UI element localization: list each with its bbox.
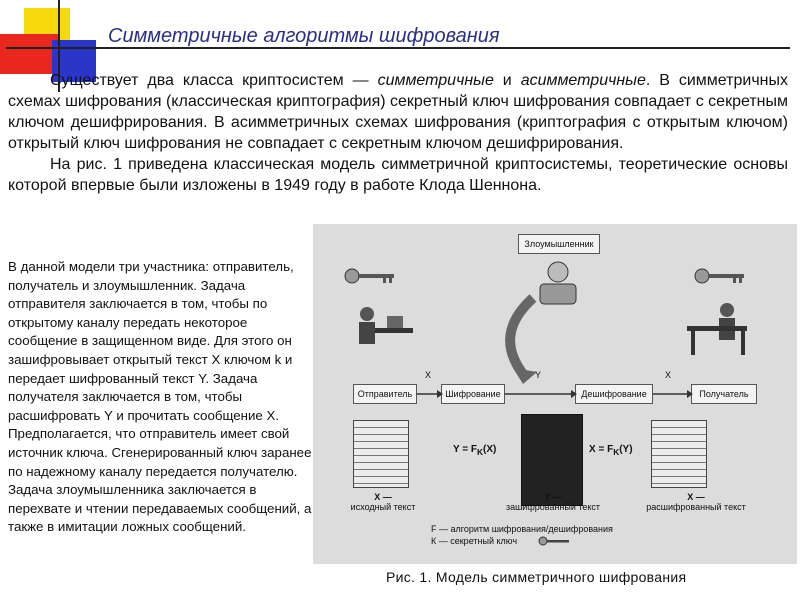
p1-part-e: . В симметричных схемах шифрования (классическая криптография) секретный ключ шифрования совпадает с секретным ключом дешифрирования. В асимметричных схемах шифрования (криптография с открытым ключом) открытый ключ шифрования не совпадает с секретным ключом дешифрирования. bbox=[8, 72, 788, 152]
ciphertext-label bbox=[493, 492, 613, 512]
flow-arrows bbox=[313, 224, 797, 564]
plaintext-label bbox=[333, 492, 433, 512]
legend-algorithm: F — алгоритм шифрования/дешифрования bbox=[431, 524, 613, 534]
sender-box: Отправитель bbox=[353, 384, 417, 404]
symmetric-model-figure bbox=[313, 224, 797, 564]
figure-caption: Рис. 1. Модель симметричного шифрования bbox=[386, 569, 687, 585]
p1-part-c: и bbox=[493, 72, 521, 89]
ciphertext-var: Y — bbox=[544, 492, 562, 502]
slide-title: Симметричные алгоритмы шифрования bbox=[108, 25, 500, 47]
enc-formula-sub: K bbox=[477, 447, 484, 457]
dec-formula-tail: (Y) bbox=[619, 444, 633, 455]
encryption-box: Шифрование bbox=[441, 384, 505, 404]
paragraph-1 bbox=[8, 70, 788, 154]
plaintext-var: X — bbox=[374, 492, 392, 502]
ciphertext-caption: зашифрованный текст bbox=[505, 502, 601, 512]
arrow-label-x2: X bbox=[665, 370, 672, 380]
intro-text bbox=[8, 70, 788, 196]
enc-formula-main: Y = F bbox=[453, 444, 477, 455]
decryption-box: Дешифрование bbox=[575, 384, 653, 404]
plaintext-document bbox=[353, 420, 409, 488]
decrypted-document bbox=[651, 420, 707, 488]
decrypted-var: X — bbox=[687, 492, 705, 502]
p1-term-asymmetric: асимметричные bbox=[520, 72, 646, 89]
plaintext-caption: исходный текст bbox=[350, 502, 416, 512]
encryption-formula bbox=[453, 444, 496, 457]
model-description: В данной модели три участника: отправитель, получатель и злоумышленник. Задача отправителя заключается в том, чтобы по открытому каналу передать некоторое сообщение в защищенном виде. Для этого он зашифровывает открытый текст X ключом k и передает шифрованный текст Y. Задача получателя заключается в том, чтобы расшифровать Y и прочитать сообщение X. Предполагается, что отправитель имеет свой источник ключа. Сгенерированный ключ заранее по надежному каналу передается получателю. Задача злоумышленника заключается в перехвате и чтении передаваемых сообщений, а также в имитации ложных сообщений. bbox=[8, 259, 312, 535]
decor-red-block bbox=[0, 34, 58, 74]
decrypted-label bbox=[631, 492, 761, 512]
decrypted-caption: расшифрованный текст bbox=[646, 502, 746, 512]
decryption-formula bbox=[589, 444, 633, 457]
dec-formula-main: X = F bbox=[589, 444, 614, 455]
legend-key: К — секретный ключ bbox=[431, 536, 518, 546]
arrow-label-y: Y bbox=[535, 370, 542, 380]
legend-key-icon bbox=[537, 535, 573, 547]
p1-part-a: Существует два класса криптосистем — bbox=[50, 72, 378, 89]
enc-formula-tail: (X) bbox=[483, 444, 497, 455]
p1-term-symmetric: симметричные bbox=[377, 72, 494, 89]
dec-formula-sub: K bbox=[613, 447, 620, 457]
arrow-label-x1: X bbox=[425, 370, 432, 380]
receiver-box: Получатель bbox=[691, 384, 757, 404]
attacker-box: Злоумышленник bbox=[518, 234, 600, 254]
paragraph-2: На рис. 1 приведена классическая модель симметричной криптосистемы, теоретические основы которой впервые были изложены в 1949 году в работе Клода Шеннона. bbox=[8, 156, 788, 194]
